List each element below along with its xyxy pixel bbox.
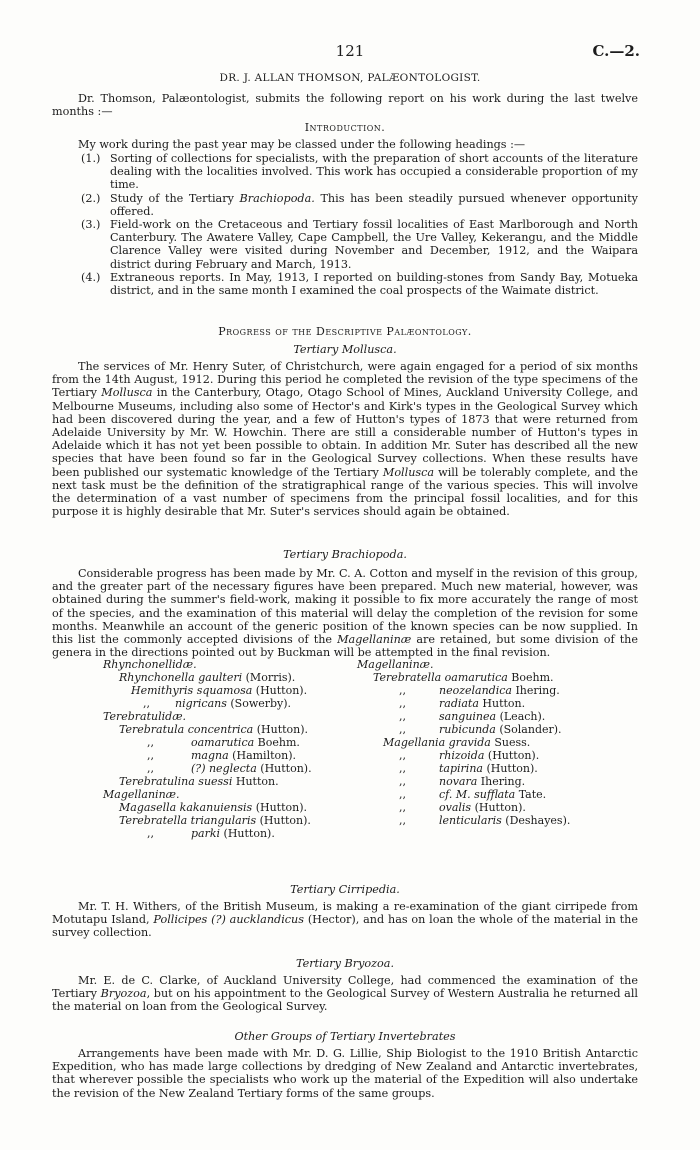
taxon-row: ,, lenticularis (Deshayes). <box>399 814 571 827</box>
cirripedia-paragraph: Mr. T. H. Withers, of the British Museum, is making a re-examination of the giant cirripede from Motutapu Island, Pollicipes (?) aucklandicus (Hector), and has on loan the whole of the material in the survey collection. <box>52 900 639 940</box>
brachiopoda-paragraph: Considerable progress has been made by Mr. C. A. Cotton and myself in the revision of this group, and the greater part of the necessary figures have been prepared. Much new material, however, was obtained during the summer's field-work, making it possible to fix more accurately the range of most of the species, and the examination of this material will delay the completion of the revision for some months. Meanwhile an account of the generic position of the known species can be now supplied. In this list the commonly accepted divisions of the Magellaninæ are retained, but some division of the genera in the directions pointed out by Buckman will be attempted in the final revision. <box>52 567 639 660</box>
taxon-row: ,, neozelandica Ihering. <box>399 684 560 697</box>
taxon-row: Rhynchonella gaulteri (Morris). <box>119 671 296 684</box>
taxon-row: ,, parki (Hutton). <box>147 827 275 840</box>
taxon-row: ,, magna (Hamilton). <box>147 749 297 762</box>
taxon-row: ,, cf. M. sufflata Tate. <box>399 788 547 801</box>
taxon-row: ,, sanguinea (Leach). <box>399 710 546 723</box>
taxon-row: Magellania gravida Suess. <box>383 736 531 749</box>
other-groups-paragraph: Arrangements have been made with Mr. D. G. Lillie, Ship Biologist to the 1910 British Antarctic Expedition, who has made large collections by dredging of New Zealand and Antarctic invertebrates, that wherever possible the specialists who work up the material of the Expedition will also undertake the revision of the New Zealand Tertiary forms of the same groups. <box>52 1047 638 1100</box>
taxon-row: ,, rhizoida (Hutton). <box>399 749 540 762</box>
taxon-row: Magasella kakanuiensis (Hutton). <box>119 801 308 814</box>
heading-progress: Progress of the Descriptive Palæontology. <box>218 325 472 338</box>
taxon-row: Terebratulina suessi Hutton. <box>119 775 279 788</box>
bryozoa-paragraph: Mr. E. de C. Clarke, of Auckland University College, had commenced the examination of the Tertiary Bryozoa, but on his appointment to the Geological Survey of Western Australia he returned all the material on loan from the Geological Survey. <box>52 974 639 1014</box>
list-item: (3.) Field-work on the Cretaceous and Tertiary fossil localities of East Marlborough and North Canterbury. The Awatere Valley, Cape Campbell, the Ure Valley, Kekerangu, and the Middle Clarence Valley were visited during November and December, 1912, and the Waipara district during February and March, 1913. <box>81 218 638 271</box>
heading-brachiopoda: Tertiary Brachiopoda. <box>283 548 407 561</box>
taxon-row: ,, nigricans (Sowerby). <box>143 697 292 710</box>
taxon-row: ,, ovalis (Hutton). <box>399 801 526 814</box>
taxon-row: ,, tapirina (Hutton). <box>399 762 538 775</box>
taxon-row: Rhynchonellidæ. <box>103 658 197 671</box>
report-title: DR. J. ALLAN THOMSON, PALÆONTOLOGIST. <box>219 72 481 84</box>
heading-introduction: Introduction. <box>304 121 386 134</box>
heading-other-groups: Other Groups of Tertiary Invertebrates <box>234 1030 456 1043</box>
taxon-row: Magellaninæ. <box>357 658 434 671</box>
taxon-row: Terebratella triangularis (Hutton). <box>119 814 311 827</box>
parliamentary-paper-code: C.—2. <box>592 42 640 60</box>
heading-bryozoa: Tertiary Bryozoa. <box>295 957 394 970</box>
taxon-row: Terebratella oamarutica Boehm. <box>373 671 554 684</box>
list-item: (1.) Sorting of collections for specialists, with the preparation of short accounts of the literature dealing with the localities involved. This work has occupied a considerable proportion of my time. <box>81 152 638 192</box>
work-headings-list <box>52 152 638 297</box>
list-item: (4.) Extraneous reports. In May, 1913, I reported on building-stones from Sandy Bay, Motueka district, and in the same month I examined the coal prospects of the Waimate district. <box>81 270 638 298</box>
taxon-row: Magellaninæ. <box>103 788 180 801</box>
list-item: (2.) Study of the Tertiary Brachiopoda. This has been steadily pursued whenever opportunity offered. <box>81 191 638 218</box>
taxon-row: ,, rubicunda (Solander). <box>399 723 562 736</box>
taxon-row: ,, novara Ihering. <box>399 775 526 788</box>
taxa-list-left <box>103 658 312 840</box>
page-number: 121 <box>335 42 365 60</box>
mollusca-paragraph: The services of Mr. Henry Suter, of Christchurch, were again engaged for a period of six months from the 14th August, 1912. During this period he completed the revision of the type specimens of the Tertiary Mollusca in the Canterbury, Otago, Otago School of Mines, Auckland University College, and Melbourne Museums, including also some of Hector's and Kirk's types in the Geological Survey which had been discovered during the year, and a few of Hutton's types of 1873 that were returned from Adelaide University by Mr. W. Howchin. There are still a considerable number of Hutton's types in Adelaide which it has not yet been possible to obtain. In addition Mr. Suter has described all the new species that have been found so far in the Geological Survey collections. When these results have been published our systematic knowledge of the Tertiary Mollusca will be tolerably complete, and the next task must be the definition of the stratigraphical range of the various species. This will involve the determination of a vast number of specimens from the principal fossil localities, and for this purpose it is highly desirable that Mr. Suter's services should again be obtained. <box>52 360 639 519</box>
taxa-list-right <box>357 658 570 827</box>
heading-mollusca: Tertiary Mollusca. <box>293 343 397 356</box>
taxon-row: ,, (?) neglecta (Hutton). <box>147 762 312 775</box>
taxon-row: ,, oamarutica Boehm. <box>147 736 300 749</box>
work-intro-paragraph: My work during the past year may be classed under the following headings :— <box>78 138 526 151</box>
intro-paragraph: Dr. Thomson, Palæontologist, submits the following report on his work during the last twelve months :— <box>52 92 638 119</box>
taxon-row: Terebratulidæ. <box>103 710 187 723</box>
taxon-row: Terebratula concentrica (Hutton). <box>119 723 309 736</box>
taxon-row: Hemithyris squamosa (Hutton). <box>131 684 308 697</box>
heading-cirripedia: Tertiary Cirripedia. <box>290 883 400 896</box>
taxon-row: ,, radiata Hutton. <box>399 697 526 710</box>
